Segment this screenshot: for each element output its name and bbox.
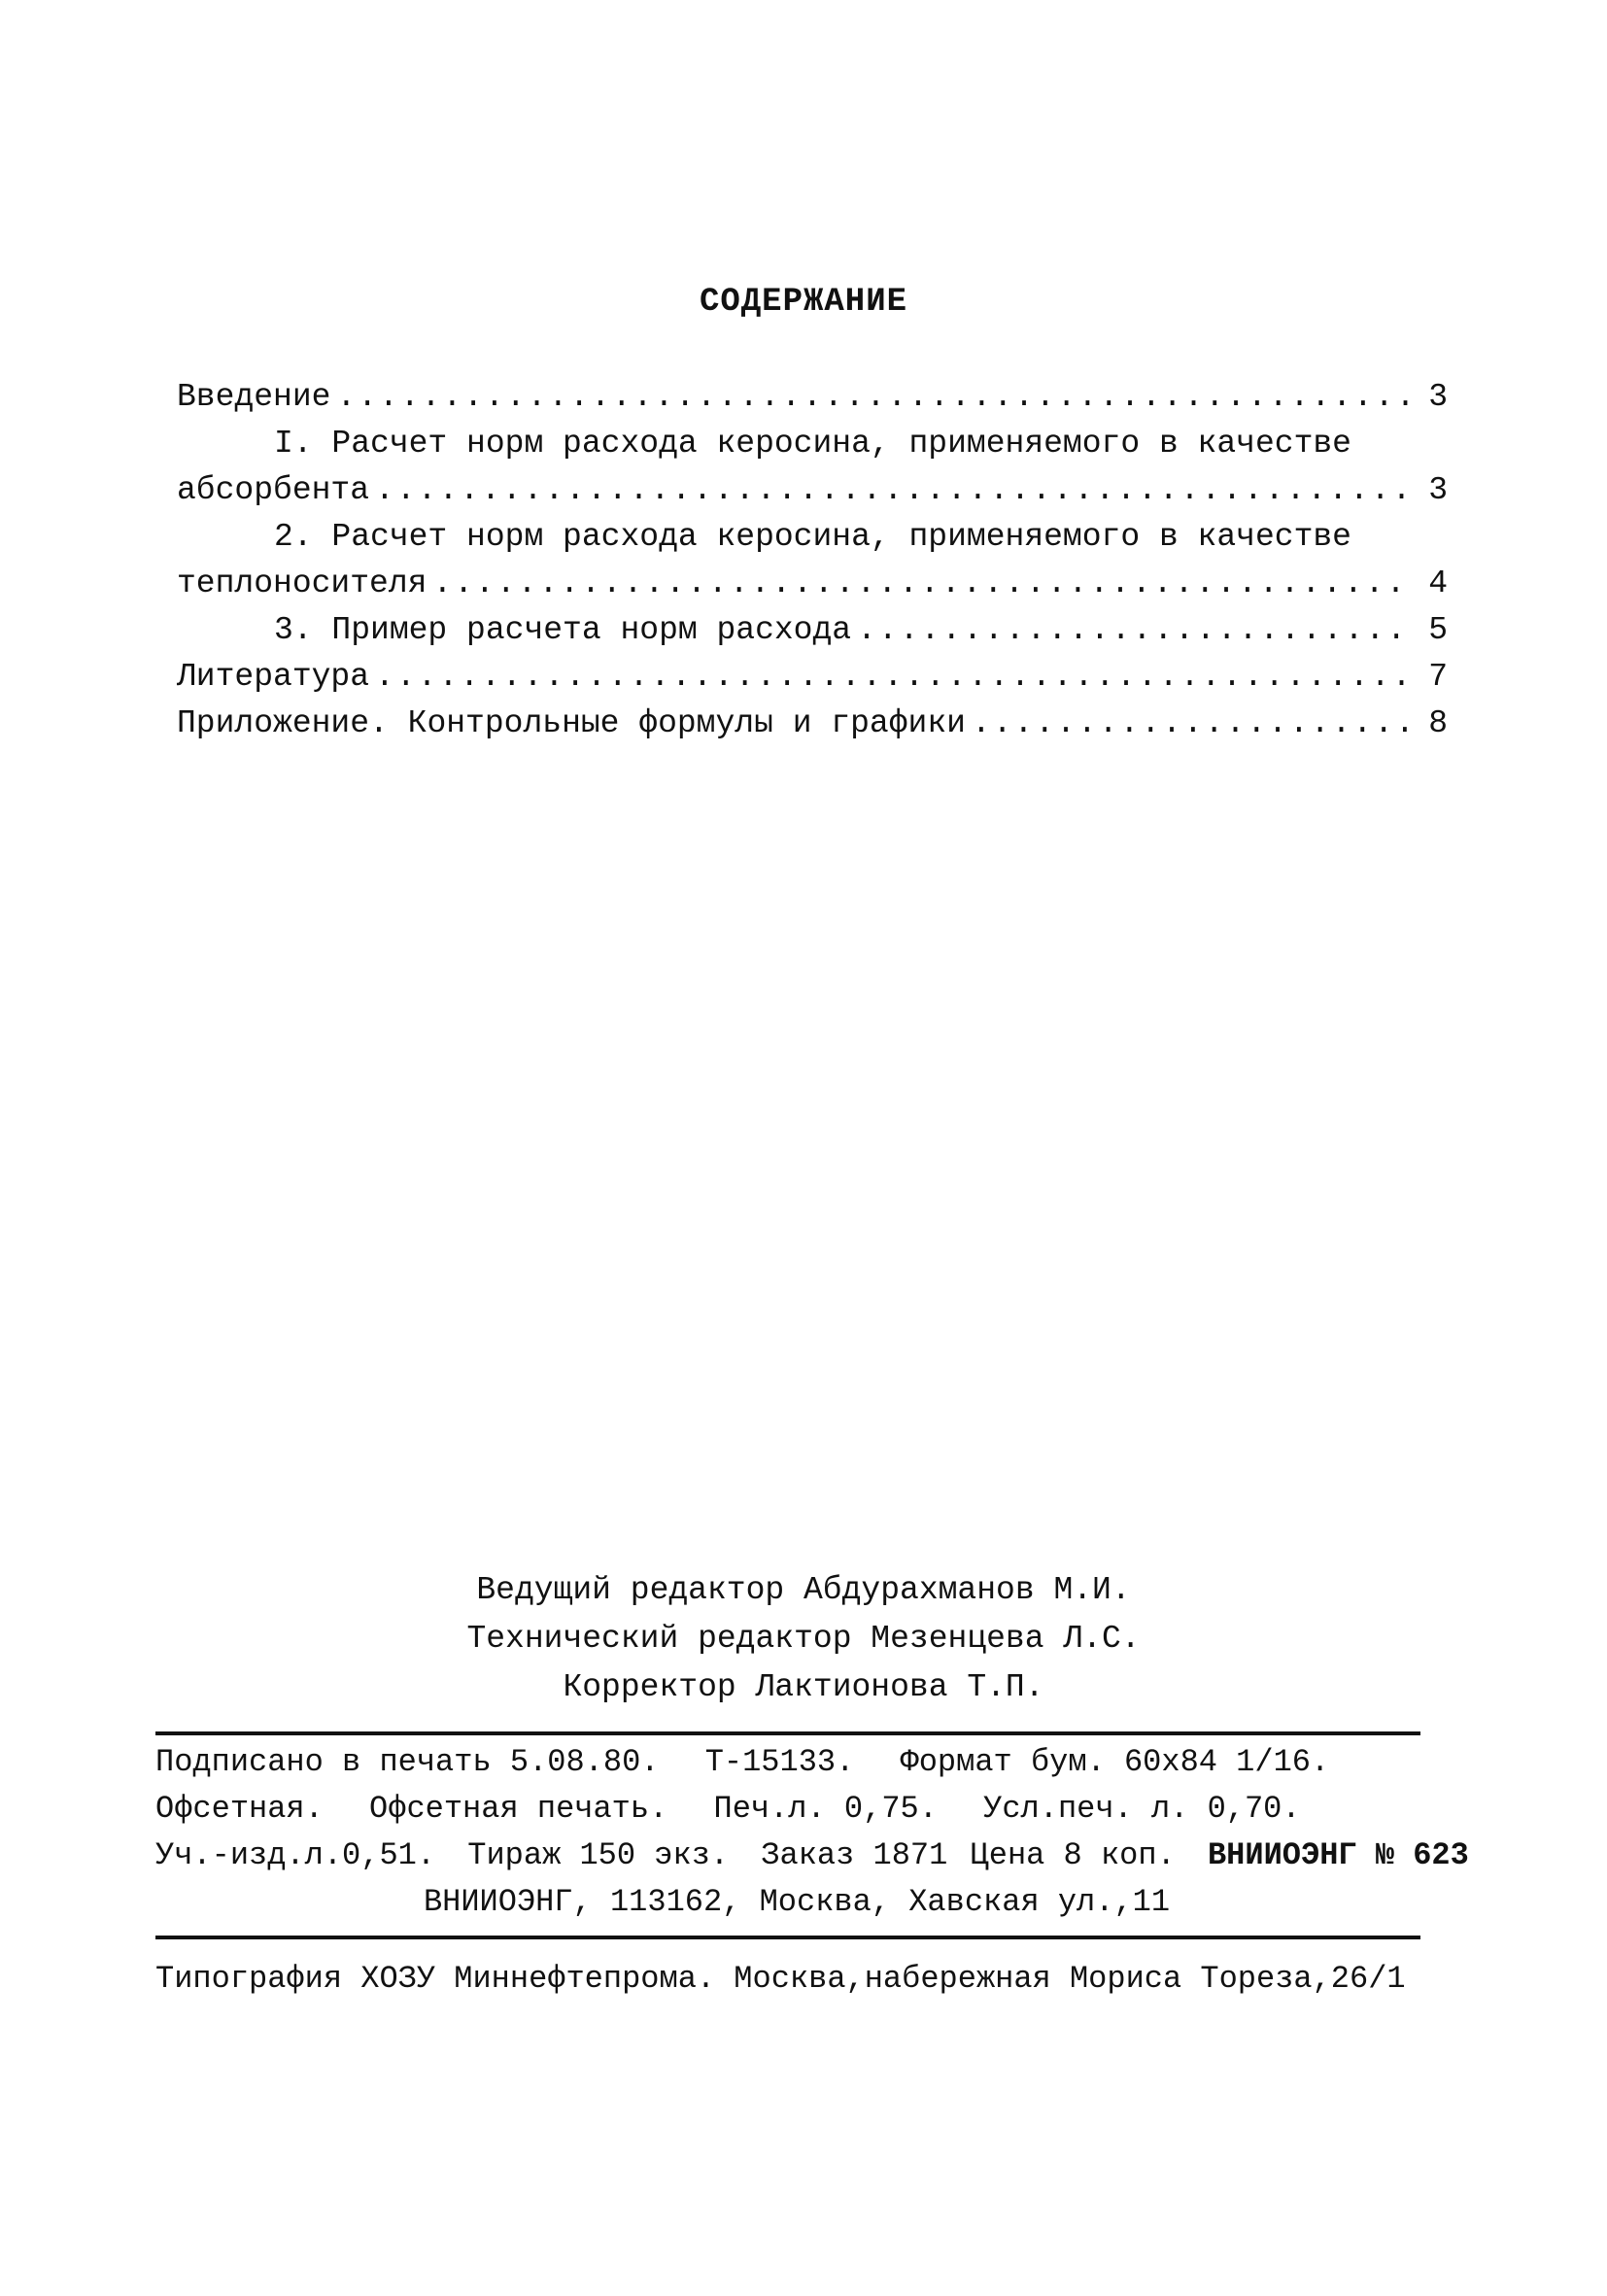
lead-editor: Ведущий редактор Абдурахманов М.И. [476,1572,1131,1608]
proofreader: Корректор Лактионова Т.П. [563,1669,1044,1705]
editorial-credits [0,1566,1607,1712]
toc-entry-text: абсорбента [177,472,370,508]
table-of-contents [177,374,1448,747]
toc-entry-text: Введение [177,379,331,415]
price: Цена 8 коп. [970,1837,1176,1873]
technical-editor: Технический редактор Мезенцева Л.С. [466,1621,1141,1657]
toc-entry-text: 3. Пример расчета норм расхода [274,612,852,648]
publication-code: Т-15133. [704,1744,855,1780]
publisher-address: ВНИИОЭНГ, 113162, Москва, Хавская ул.,11 [423,1884,1171,1920]
toc-entry-section-3 [177,607,1448,654]
toc-leader-dots [375,467,1415,514]
print-run: Тираж 150 экз. [467,1837,730,1873]
toc-entry-text: 2. Расчет норм расхода керосина, применяемого в качестве [274,519,1351,555]
toc-entry-introduction [177,374,1448,421]
toc-entry-literature [177,654,1448,701]
signed-date: Подписано в печать 5.08.80. [155,1744,660,1780]
imprint-line-1 [155,1739,1438,1786]
toc-page-number: 5 [1428,612,1448,648]
publisher-sheets: Уч.-изд.л.0,51. [155,1837,436,1873]
conventional-sheets: Усл.печ. л. 0,70. [983,1791,1301,1827]
toc-leader-dots [432,561,1415,607]
printer-info: Типография ХОЗУ Миннефтепрома. Москва,набережная Мориса Тореза,26/1 [155,1961,1406,1997]
toc-entry-section-2-line-2 [177,561,1448,607]
paper-format: Формат бум. 60х84 1/16. [900,1744,1330,1780]
print-method: Офсетная печать. [369,1791,668,1827]
print-type: Офсетная. [155,1791,324,1827]
toc-entry-appendix [177,701,1448,747]
imprint-line-3 [155,1833,1469,1879]
toc-title: СОДЕРЖАНИЕ [699,284,908,321]
order-number: Заказ 1871 [761,1837,948,1873]
toc-leader-dots [375,654,1415,701]
publisher-number: ВНИИОЭНГ № 623 [1207,1837,1469,1873]
toc-page-number: 3 [1428,379,1448,415]
toc-page-number: 4 [1428,565,1448,601]
toc-page-number: 7 [1428,659,1448,695]
imprint-top-rule [155,1731,1420,1735]
toc-entry-section-2-line-1 [177,514,1448,561]
toc-entry-text: Литература [177,659,370,695]
publication-imprint [155,1739,1469,1926]
imprint-line-2 [155,1786,1438,1833]
toc-page-number: 3 [1428,472,1448,508]
printed-sheets: Печ.л. 0,75. [713,1791,938,1827]
toc-entry-section-1-line-2 [177,467,1448,514]
toc-entry-text: Приложение. Контрольные формулы и графики [177,705,966,741]
toc-leader-dots [857,607,1415,654]
toc-entry-text: I. Расчет норм расхода керосина, применяемого в качестве [274,426,1351,462]
toc-leader-dots [336,374,1415,421]
toc-page-number: 8 [1428,705,1448,741]
toc-entry-text: теплоносителя [177,565,427,601]
toc-leader-dots [972,701,1415,747]
imprint-bottom-rule [155,1936,1420,1939]
toc-entry-section-1-line-1 [177,421,1448,467]
